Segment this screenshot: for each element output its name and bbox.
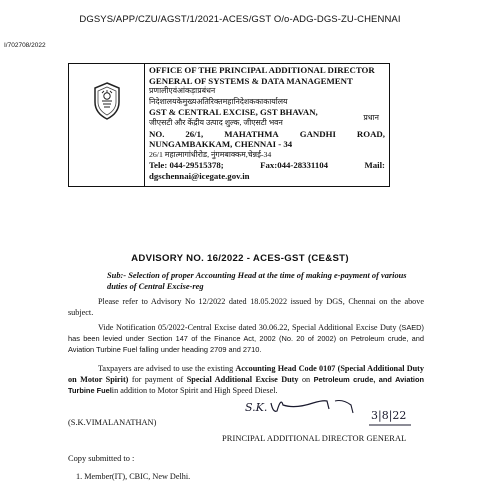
office-contact-line: [149, 160, 385, 171]
road-number: 26/1,: [185, 128, 204, 139]
telephone: Tele: 044-29515378;: [149, 160, 224, 171]
paragraph-3-text-e: on: [298, 375, 314, 384]
office-address: [149, 65, 385, 182]
office-title-line-3: GST & CENTRAL EXCISE, GST BHAVAN,: [149, 107, 318, 118]
paragraph-3-text-g: in addition to Motor Spirit and High Speed Diesel.: [111, 386, 278, 395]
cbic-emblem-icon: [90, 80, 124, 122]
paragraph-3-account-head: Accounting Head Code 0107 (Special Additional Duty on Motor Spirit): [68, 364, 424, 384]
paragraph-3-text-c: for payment of: [128, 375, 187, 384]
paragraph-3-products: Petroleum crude, and Aviation Turbine Fuel: [68, 375, 425, 395]
copy-submitted-label: Copy submitted to :: [68, 454, 135, 463]
road-no: NO.: [149, 128, 165, 139]
handwritten-signature: [243, 395, 418, 439]
paragraph-3: [68, 363, 424, 396]
office-city-line: NUNGAMBAKKAM, CHENNAI - 34: [149, 139, 293, 150]
advisory-title: ADVISORY NO. 16/2022 - ACES-GST (CE&ST): [131, 253, 349, 264]
paragraph-2-text-b: (SAED) has been levied under Section 147 of the Finance Act, 2002 (No. 20 of 2002) on Petroleum crude, and Aviation Turbine Fuel falling under heading 2709 and 2710.: [68, 323, 424, 354]
emblem-cell: [69, 64, 145, 186]
reference-number: I/702708/2022: [4, 42, 46, 49]
fax: Fax:044-28331104: [260, 160, 329, 171]
subject-text: Selection of proper Accounting Head at the time of making e-payment of various duties of Central Excise-reg: [107, 271, 407, 292]
advisory-subject: [107, 270, 421, 292]
copy-recipient-1: 1. Member(IT), CBIC, New Delhi.: [76, 472, 191, 481]
subject-label: Sub:-: [107, 271, 127, 280]
road-gandhi: GANDHI: [299, 128, 336, 139]
office-hindi-line-2: निदेशालयकेमुख्यअतिरिक्तमहानिदेशककाकार्यालय: [149, 96, 288, 106]
office-title-line-2: GENERAL OF SYSTEMS & DATA MANAGEMENT: [149, 75, 353, 86]
signer-name: (S.K.VIMALANATHAN): [68, 418, 157, 427]
paragraph-2: [68, 322, 424, 355]
paragraph-1: [68, 296, 424, 318]
mail-label: Mail:: [364, 160, 385, 171]
signature-initials: S.K.: [245, 401, 268, 414]
road-name: MAHATHMA: [224, 128, 279, 139]
office-hindi-pradhan: प्रधान: [363, 113, 379, 122]
office-title-line-1: OFFICE OF THE PRINCIPAL ADDITIONAL DIRECTOR: [149, 65, 375, 75]
paragraph-2-text-a: Vide Notification 05/2022-Central Excise dated 30.06.22, Special Additional Excise Duty: [98, 323, 397, 332]
signature-date: 3|8|22: [371, 409, 407, 422]
office-hindi-line-4: 26/1 महात्मागांधीरोड, नुंगमबाक्कम,चेन्नई-34: [149, 149, 272, 159]
signer-designation: PRINCIPAL ADDITIONAL DIRECTOR GENERAL: [222, 434, 407, 443]
office-road-line: [149, 129, 385, 140]
office-hindi-line-1: प्रणालीएवंआंकड़ाप्रबंधन: [149, 86, 216, 96]
office-letterhead: [68, 63, 390, 187]
file-number: DGSYS/APP/CZU/AGST/1/2021-ACES/GST O/o-ADG-DGS-ZU-CHENNAI: [79, 14, 401, 25]
paragraph-3-duty-name: Special Additional Excise Duty: [186, 375, 299, 384]
paragraph-1-text: Please refer to Advisory No 12/2022 dated 18.05.2022 issued by DGS, Chennai on the above subject.: [68, 297, 424, 317]
road-label: ROAD,: [356, 128, 385, 139]
paragraph-3-text-a: Taxpayers are advised to use the existing: [98, 364, 236, 373]
office-email: dgschennai@icegate.gov.in: [149, 170, 250, 181]
office-hindi-line-3: जीएसटी और केंद्रीय उत्पाद शुल्क, जीएसटी भवन: [149, 117, 283, 127]
